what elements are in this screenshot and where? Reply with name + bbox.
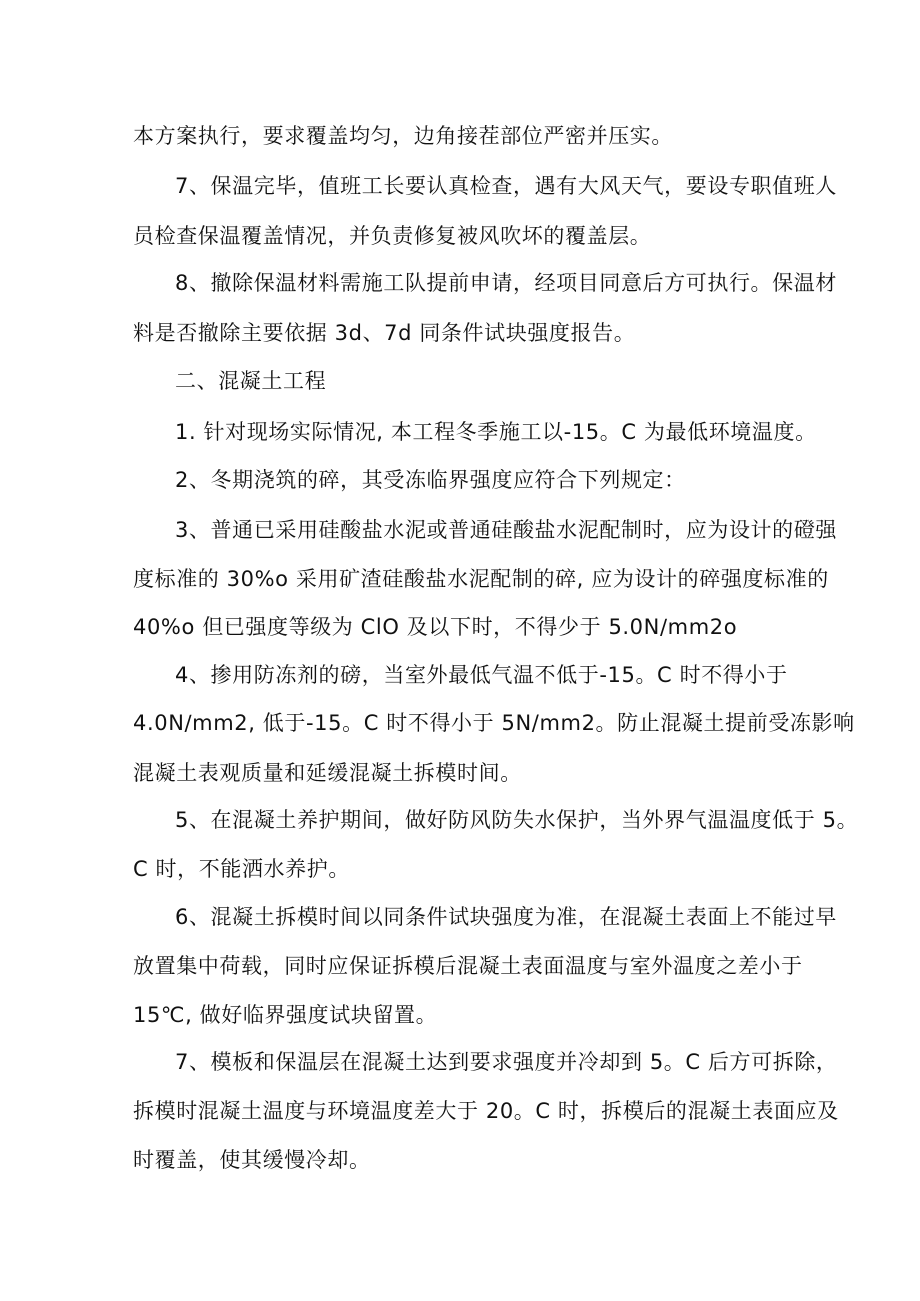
paragraph-line: 5、在混凝土养护期间，做好防风防失水保护，当外界气温温度低于 5。 [175, 808, 859, 832]
paragraph-line: 4.0N∕mm2, 低于-15。C 时不得小于 5N/mm2。防止混凝土提前受冻影响 [133, 711, 855, 735]
paragraph-line: 2、冬期浇筑的碎，其受冻临界强度应符合下列规定： [175, 468, 686, 492]
paragraph-line: 15℃, 做好临界强度试块留置。 [133, 1003, 438, 1027]
paragraph-line: 度标准的 30%o 采用矿渣硅酸盐水泥配制的碎, 应为设计的碎强度标准的 [133, 567, 829, 591]
paragraph-line: 料是否撤除主要依据 3d、7d 同条件试块强度报告。 [133, 321, 636, 345]
paragraph-line: 8、撤除保温材料需施工队提前申请，经项目同意后方可执行。保温材 [175, 271, 837, 295]
paragraph-line: 3、普通已采用硅酸盐水泥或普通硅酸盐水泥配制时，应为设计的磴强 [175, 518, 837, 542]
paragraph-line: 混凝土表观质量和延缓混凝土拆模时间。 [133, 761, 522, 785]
paragraph-line: 6、混凝土拆模时间以同条件试块强度为准，在混凝土表面上不能过早 [175, 905, 837, 929]
paragraph-line: 员检查保温覆盖情况，并负责修复被风吹坏的覆盖层。 [133, 224, 652, 248]
paragraph-line: 拆模时混凝土温度与环境温度差大于 20。C 时，拆模后的混凝土表面应及 [133, 1099, 839, 1123]
paragraph-line: 7、保温完毕，值班工长要认真检查，遇有大风天气，要设专职值班人 [175, 174, 837, 198]
paragraph-line: 本方案执行，要求覆盖均匀，边角接茬部位严密并压实。 [133, 124, 673, 148]
paragraph-line: 1. 针对现场实际情况, 本工程冬季施工以-15。C 为最低环境温度。 [175, 420, 817, 444]
paragraph-line: 4、掺用防冻剂的磅，当室外最低气温不低于-15。C 时不得小于 [175, 663, 788, 687]
paragraph-line: 7、模板和保温层在混凝土达到要求强度并冷却到 5。C 后方可拆除， [175, 1050, 838, 1074]
paragraph-line: C 时，不能洒水养护。 [133, 857, 350, 881]
paragraph-line: 40%o 但已强度等级为 ClO 及以下时，不得少于 5.0N∕mm2o [133, 615, 738, 639]
paragraph-line: 放置集中荷载，同时应保证拆模后混凝土表面温度与室外温度之差小于 [133, 954, 803, 978]
paragraph-line: 时覆盖，使其缓慢冷却。 [133, 1148, 371, 1172]
section-heading: 二、混凝土工程 [175, 369, 327, 393]
